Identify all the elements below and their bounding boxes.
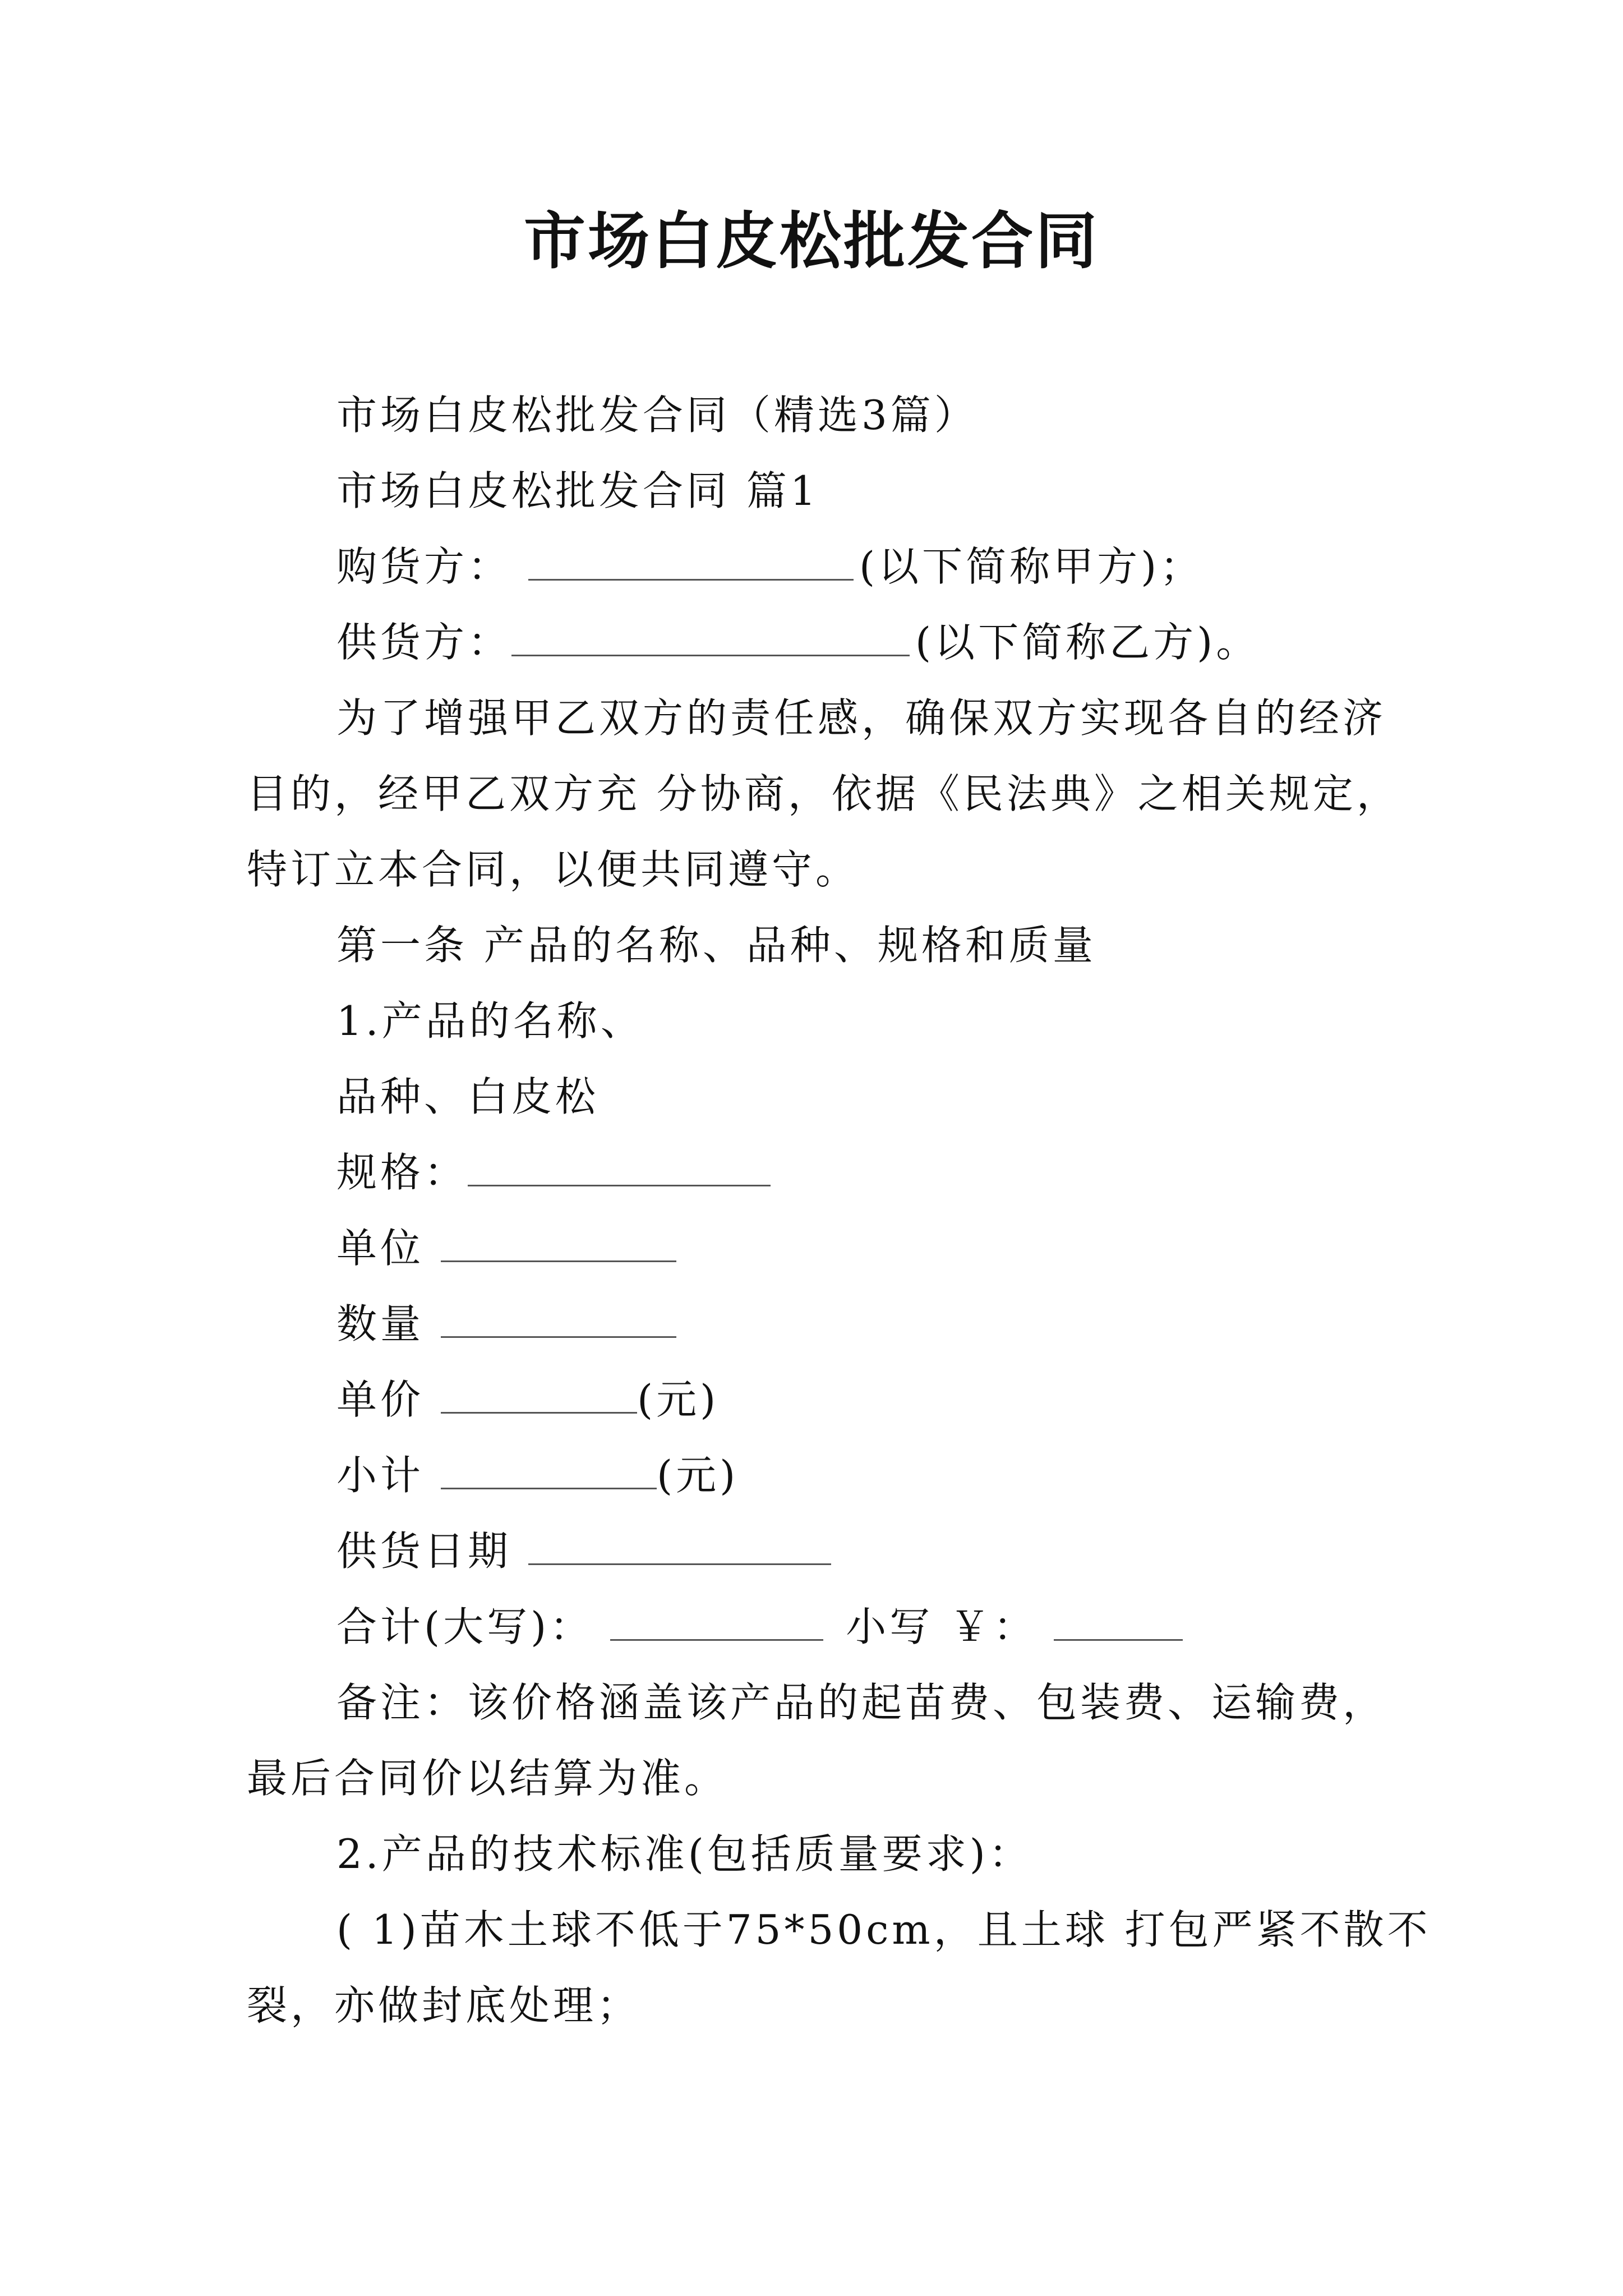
subtotal-line [336,1447,739,1503]
remark-line-2: 最后合同价以结算为准。 [247,1755,728,1802]
unit-blank [441,1220,676,1262]
supply-date-label: 供货日期 [336,1527,512,1575]
supplier-label: 供货方： [336,619,512,666]
unit-price-line [336,1372,719,1428]
supply-date-line [336,1523,837,1579]
remark-line-1: 备注：该价格涵盖该产品的起苗费、包装费、运输费， [336,1679,1387,1726]
supplier-blank [511,614,910,656]
intro-line-1: 为了增强甲乙双方的责任感，确保双方实现各自的经济 [336,694,1387,742]
item-1-label: 1.产品的名称、 [336,997,644,1045]
total-line [336,1599,1188,1655]
supply-date-blank [528,1523,831,1565]
unit-label: 单位 [336,1225,425,1272]
document-subtitle: 市场白皮松批发合同（精选3篇） [336,392,978,439]
total-lower-label: 小写 ￥： [846,1603,1038,1650]
quantity-line [336,1296,682,1352]
subtotal-label: 小计 [336,1452,425,1499]
intro-line-3: 特订立本合同，以便共同遵守。 [247,846,860,893]
variety-line: 品种、白皮松 [336,1073,600,1120]
unit-price-suffix: (元) [637,1376,720,1423]
total-upper-label: 合计(大写)： [336,1603,594,1650]
total-lower-blank [1054,1599,1183,1641]
spec-label: 规格： [336,1149,468,1196]
supplier-line [336,614,1260,670]
buyer-label: 购货方： [336,543,512,590]
requirement-1-line-2: 裂，亦做封底处理； [247,1982,641,2029]
spec-line [336,1144,776,1200]
intro-line-2: 目的，经甲乙双方充 分协商，依据《民法典》之相关规定， [247,770,1400,817]
supplier-suffix: (以下简称乙方)。 [915,619,1260,666]
quantity-label: 数量 [336,1300,425,1347]
buyer-line [336,539,1204,595]
buyer-blank [528,539,854,581]
item-2-label: 2.产品的技术标准(包括质量要求)： [336,1830,1032,1878]
spec-blank [468,1144,771,1186]
requirement-1-line-1: ( 1)苗木土球不低于75*50cm，且土球 打包严紧不散不 [336,1906,1431,1953]
unit-price-label: 单价 [336,1376,425,1423]
unit-price-blank [441,1372,637,1414]
subtotal-suffix: (元) [657,1452,739,1499]
quantity-blank [441,1296,676,1338]
article-1-title: 第一条 产品的名称、品种、规格和质量 [336,922,1096,969]
section-heading: 市场白皮松批发合同 篇1 [336,467,819,514]
document-title: 市场白皮松批发合同 [524,205,1099,277]
unit-line [336,1220,682,1276]
total-upper-blank [610,1599,823,1641]
subtotal-blank [441,1447,657,1489]
buyer-suffix: (以下简称甲方)； [859,543,1204,590]
